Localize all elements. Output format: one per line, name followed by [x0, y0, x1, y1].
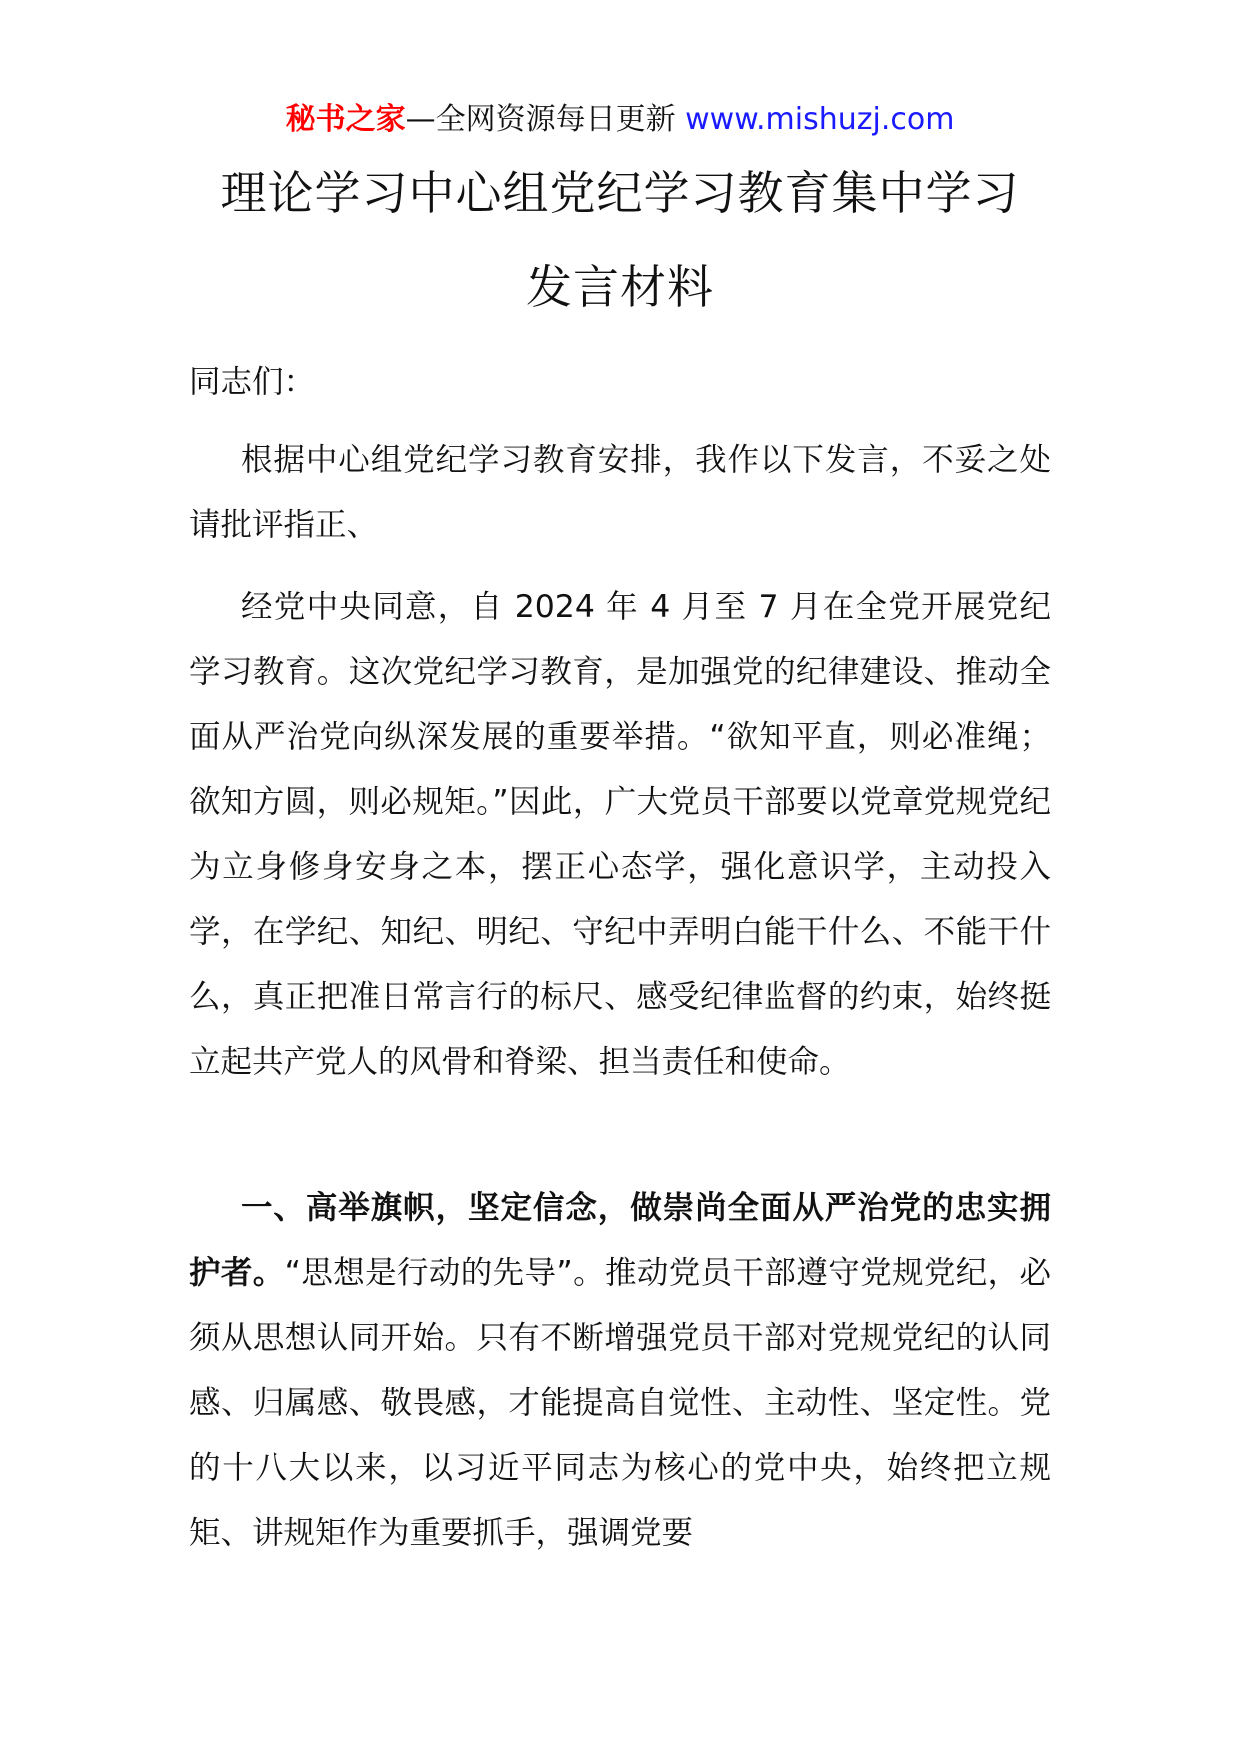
- document-title-line1: 理论学习中心组党纪学习教育集中学习: [220, 166, 1020, 220]
- site-header: [0, 100, 1240, 140]
- section-1-heading: 一、高举旗帜，坚定信念，做崇尚全面从严治党的忠实拥护者。: [189, 1190, 1051, 1291]
- section-1: [189, 1176, 1051, 1566]
- paragraph-background: 经党中央同意，自 2024 年 4 月至 7 月在全党开展党纪学习教育。这次党纪学习教育，是加强党的纪律建设、推动全面从严治党向纵深发展的重要举措。“欲知平直，则必准绳；欲知方圆，则必规矩。”因此，广大党员干部要以党章党规党纪为立身修身安身之本，摆正心态学，强化意识学，主动投入学，在学纪、知纪、明纪、守纪中弄明白能干什么、不能干什么，真正把准日常言行的标尺、感受纪律监督的约束，始终挺立起共产党人的风骨和脊梁、担当责任和使命。: [189, 589, 1051, 1080]
- document-title-line2: 发言材料: [526, 260, 714, 314]
- header-tagline: —全网资源每日更新: [405, 102, 686, 137]
- paragraph-intro: 根据中心组党纪学习教育安排，我作以下发言，不妥之处请批评指正、: [189, 442, 1051, 543]
- brand-name: 秘书之家: [285, 102, 406, 137]
- salutation: 同志们：: [189, 364, 316, 400]
- section-1-body: “思想是行动的先导”。推动党员干部遵守党规党纪，必须从思想认同开始。只有不断增强党员干部对党规党纪的认同感、归属感、敬畏感，才能提高自觉性、主动性、坚定性。党的十八大以来，以习近平同志为核心的党中央，始终把立规矩、讲规矩作为重要抓手，强调党要: [189, 1255, 1051, 1551]
- site-url-link[interactable]: www.mishuzj.com: [685, 102, 955, 137]
